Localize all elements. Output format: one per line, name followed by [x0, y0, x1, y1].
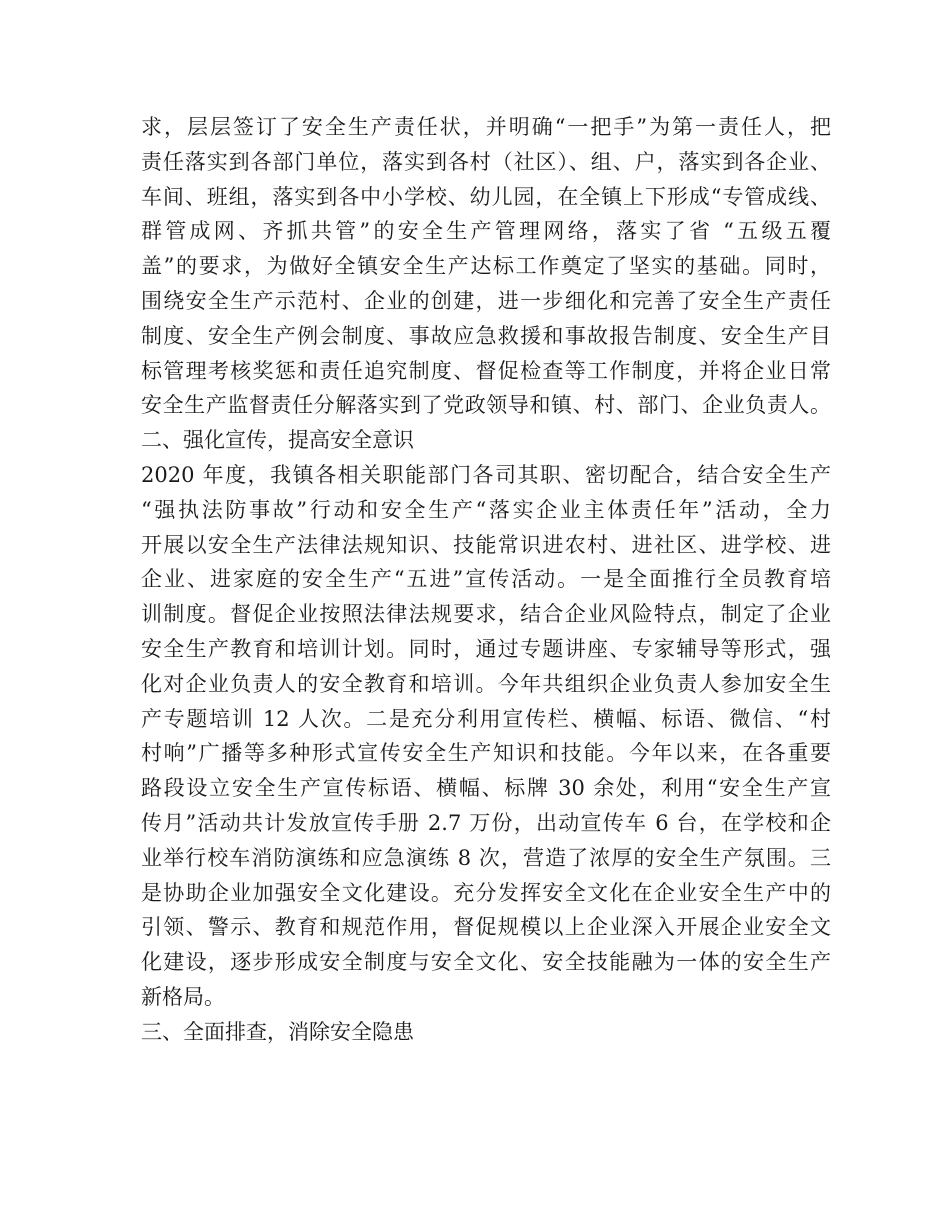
text-line: 村响”广播等多种形式宣传安全生产知识和技能。今年以来，在各重要: [141, 741, 831, 766]
text-line: “强执法防事故”行动和安全生产“落实企业主体责任年”活动，全力: [141, 497, 831, 522]
text-line: 2020 年度，我镇各相关职能部门各司其职、密切配合，结合安全生产: [141, 462, 831, 487]
text-line: 业举行校车消防演练和应急演练 8 次，营造了浓厚的安全生产氛围。三: [141, 845, 831, 870]
document-page: [141, 110, 831, 1050]
text-line: 新格局。: [141, 984, 225, 1009]
text-line: 企业、进家庭的安全生产“五进”宣传活动。一是全面推行全员教育培: [141, 567, 831, 592]
text-line: 安全生产监督责任分解落实到了党政领导和镇、村、部门、企业负责人。: [141, 393, 831, 418]
text-line: 产专题培训 12 人次。二是充分利用宣传栏、横幅、标语、微信、“村: [141, 706, 831, 731]
text-line: 求，层层签订了安全生产责任状，并明确“一把手”为第一责任人，把: [141, 115, 831, 139]
text-line: 围绕安全生产示范村、企业的创建，进一步细化和完善了安全生产责任: [141, 288, 831, 313]
text-line: 三、全面排查，消除安全隐患: [141, 1019, 414, 1044]
text-line: 引领、警示、教育和规范作用，督促规模以上企业深入开展企业安全文: [141, 915, 831, 940]
text-line: 训制度。督促企业按照法律法规要求，结合企业风险特点，制定了企业: [141, 602, 831, 627]
text-line: 群管成网、齐抓共管”的安全生产管理网络，落实了省 “五级五覆: [141, 219, 831, 244]
text-line: 化对企业负责人的安全教育和培训。今年共组织企业负责人参加安全生: [141, 671, 831, 696]
text-line: 标管理考核奖惩和责任追究制度、督促检查等工作制度，并将企业日常: [141, 358, 831, 383]
text-line: 路段设立安全生产宣传标语、横幅、标牌 30 余处，利用“安全生产宣: [141, 776, 831, 801]
text-line: 化建设，逐步形成安全制度与安全文化、安全技能融为一体的安全生产: [141, 950, 831, 975]
text-line: 是协助企业加强安全文化建设。充分发挥安全文化在企业安全生产中的: [141, 880, 831, 905]
text-line: 传月”活动共计发放宣传手册 2.7 万份，出动宣传车 6 台，在学校和企: [141, 810, 831, 835]
text-line: 盖”的要求，为做好全镇安全生产达标工作奠定了坚实的基础。同时，: [141, 254, 831, 279]
text-line: 二、强化宣传，提高安全意识: [141, 428, 414, 453]
text-line: 责任落实到各部门单位，落实到各村（社区）、组、户，落实到各企业、: [141, 149, 831, 174]
text-line: 车间、班组，落实到各中小学校、幼儿园，在全镇上下形成“专管成线、: [141, 184, 831, 209]
text-line: 开展以安全生产法律法规知识、技能常识进农村、进社区、进学校、进: [141, 532, 831, 557]
text-line: 制度、安全生产例会制度、事故应急救援和事故报告制度、安全生产目: [141, 323, 831, 348]
text-line: 安全生产教育和培训计划。同时，通过专题讲座、专家辅导等形式，强: [141, 636, 831, 661]
